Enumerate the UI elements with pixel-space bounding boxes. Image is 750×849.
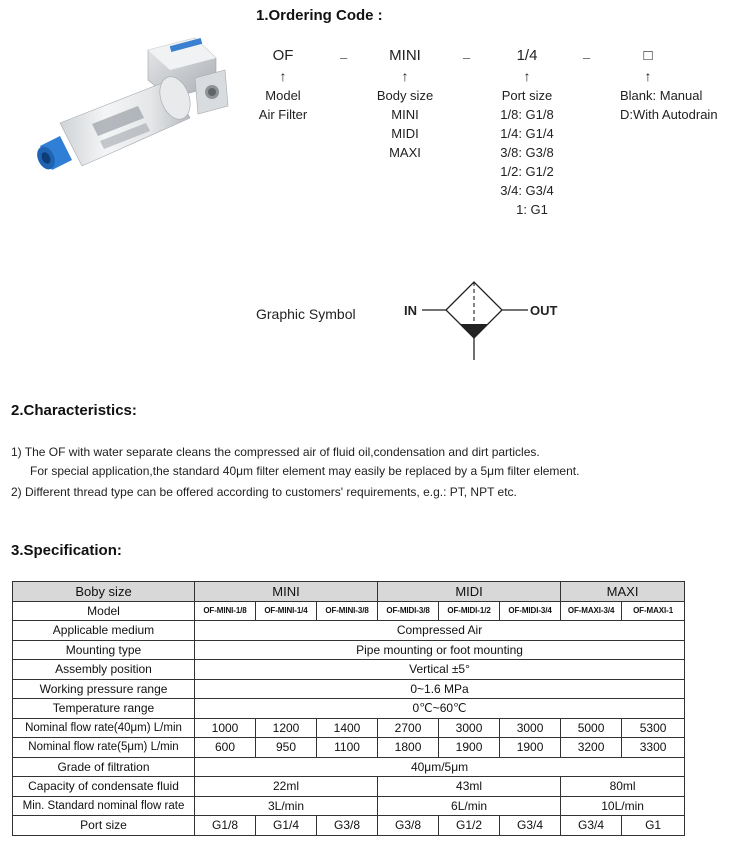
value-cell: 1100 xyxy=(317,738,378,758)
oc-code-port-size: 1/4 xyxy=(516,47,538,64)
up-arrow-icon: ↑ xyxy=(279,68,287,84)
value-cell: 2700 xyxy=(378,718,439,738)
group-mini: MINI xyxy=(195,582,378,602)
value-cell: Pipe mounting or foot mounting xyxy=(195,640,685,660)
row-label: Capacity of condensate fluid xyxy=(13,777,195,797)
table-row xyxy=(13,640,685,660)
oc-option: MIDI xyxy=(391,126,419,141)
oc-label-port-size: Port size xyxy=(501,88,553,103)
value-cell: 1400 xyxy=(317,718,378,738)
filter-graphic-symbol xyxy=(398,270,568,365)
model-cell: OF-MINI-1/8 xyxy=(195,601,256,621)
oc-column-model xyxy=(254,46,312,124)
table-row xyxy=(13,777,685,797)
table-row xyxy=(13,738,685,758)
symbol-out-label: OUT xyxy=(530,303,558,318)
value-cell: G3/4 xyxy=(561,816,622,836)
table-row xyxy=(13,718,685,738)
model-cell: OF-MINI-3/8 xyxy=(317,601,378,621)
oc-option: 1/8: G1/8 xyxy=(500,107,554,122)
value-cell: 3300 xyxy=(622,738,685,758)
row-label: Nominal flow rate(5μm) L/min xyxy=(13,738,195,758)
value-cell: G1 xyxy=(622,816,685,836)
row-label: Min. Standard nominal flow rate xyxy=(13,796,195,816)
oc-separator: – xyxy=(583,50,591,65)
graphic-symbol-label: Graphic Symbol xyxy=(256,306,356,322)
value-cell: 5300 xyxy=(622,718,685,738)
value-cell: 5000 xyxy=(561,718,622,738)
table-row xyxy=(13,796,685,816)
row-label: Grade of filtration xyxy=(13,757,195,777)
model-cell: OF-MINI-1/4 xyxy=(256,601,317,621)
value-cell: 43ml xyxy=(378,777,561,797)
oc-column-drain xyxy=(612,46,730,124)
value-cell: 1900 xyxy=(439,738,500,758)
oc-column-body-size xyxy=(370,46,440,162)
value-cell: 40μm/5μm xyxy=(195,757,685,777)
up-arrow-icon: ↑ xyxy=(523,68,531,84)
value-cell: 6L/min xyxy=(378,796,561,816)
value-cell: G1/8 xyxy=(195,816,256,836)
characteristics-title: 2.Characteristics: xyxy=(11,402,137,419)
table-row xyxy=(13,699,685,719)
model-cell: OF-MIDI-1/2 xyxy=(439,601,500,621)
model-cell: OF-MAXI-3/4 xyxy=(561,601,622,621)
value-cell: 1900 xyxy=(500,738,561,758)
table-row xyxy=(13,660,685,680)
oc-code-model: OF xyxy=(272,47,294,64)
group-maxi: MAXI xyxy=(561,582,685,602)
value-cell: Compressed Air xyxy=(195,621,685,641)
oc-code-drain: □ xyxy=(643,47,653,64)
row-label: Assembly position xyxy=(13,660,195,680)
oc-option: 3/4: G3/4 xyxy=(500,183,554,198)
oc-separator: – xyxy=(463,50,471,65)
value-cell: 1800 xyxy=(378,738,439,758)
value-cell: 80ml xyxy=(561,777,685,797)
oc-column-port-size xyxy=(492,46,562,219)
ordering-code-title: 1.Ordering Code : xyxy=(256,7,383,24)
table-row xyxy=(13,679,685,699)
value-cell: 3000 xyxy=(439,718,500,738)
up-arrow-icon: ↑ xyxy=(644,68,652,84)
value-cell: 1200 xyxy=(256,718,317,738)
row-label: Temperature range xyxy=(13,699,195,719)
oc-label-drain: Blank: Manual xyxy=(620,88,703,103)
value-cell: 600 xyxy=(195,738,256,758)
table-row xyxy=(13,601,685,621)
model-cell: OF-MIDI-3/8 xyxy=(378,601,439,621)
value-cell: 22ml xyxy=(195,777,378,797)
oc-option: 1: G1 xyxy=(516,202,548,217)
table-row xyxy=(13,816,685,836)
oc-separator: – xyxy=(340,50,348,65)
row-label: Applicable medium xyxy=(13,621,195,641)
symbol-in-label: IN xyxy=(404,303,417,318)
oc-option: 1/2: G1/2 xyxy=(500,164,554,179)
row-label: Mounting type xyxy=(13,640,195,660)
value-cell: G3/8 xyxy=(378,816,439,836)
oc-option: D:With Autodrain xyxy=(620,107,718,122)
oc-option: MAXI xyxy=(389,145,421,160)
oc-option: Air Filter xyxy=(258,107,308,122)
table-row xyxy=(13,621,685,641)
value-cell: 950 xyxy=(256,738,317,758)
table-row xyxy=(13,582,685,602)
characteristic-line-1: 1) The OF with water separate cleans the compressed air of fluid oil,condensation and dirt particles. xyxy=(11,445,540,459)
oc-option: 1/4: G1/4 xyxy=(500,126,554,141)
value-cell: 3L/min xyxy=(195,796,378,816)
up-arrow-icon: ↑ xyxy=(401,68,409,84)
oc-option: MINI xyxy=(391,107,419,122)
air-filter-product-image xyxy=(20,28,230,203)
specification-title: 3.Specification: xyxy=(11,542,122,559)
model-cell: OF-MAXI-1 xyxy=(622,601,685,621)
row-label: Model xyxy=(13,601,195,621)
row-label: Boby size xyxy=(13,582,195,602)
value-cell: G3/8 xyxy=(317,816,378,836)
oc-code-body-size: MINI xyxy=(389,47,421,64)
table-row xyxy=(13,757,685,777)
group-midi: MIDI xyxy=(378,582,561,602)
oc-label-body-size: Body size xyxy=(376,88,434,103)
value-cell: 0℃~60℃ xyxy=(195,699,685,719)
model-cell: OF-MIDI-3/4 xyxy=(500,601,561,621)
value-cell: 1000 xyxy=(195,718,256,738)
value-cell: G1/2 xyxy=(439,816,500,836)
characteristic-line-2: For special application,the standard 40μm filter element may easily be replaced by a 5μm filter element. xyxy=(30,464,580,478)
value-cell: 3200 xyxy=(561,738,622,758)
value-cell: 10L/min xyxy=(561,796,685,816)
oc-option: 3/8: G3/8 xyxy=(500,145,554,160)
row-label: Nominal flow rate(40μm) L/min xyxy=(13,718,195,738)
oc-label-model: Model xyxy=(265,88,301,103)
value-cell: 0~1.6 MPa xyxy=(195,679,685,699)
specification-table xyxy=(12,581,685,836)
characteristic-line-3: 2) Different thread type can be offered according to customers' requirements, e.g.: PT, NPT etc. xyxy=(11,485,517,499)
value-cell: Vertical ±5° xyxy=(195,660,685,680)
value-cell: 3000 xyxy=(500,718,561,738)
row-label: Working pressure range xyxy=(13,679,195,699)
value-cell: G3/4 xyxy=(500,816,561,836)
value-cell: G1/4 xyxy=(256,816,317,836)
row-label: Port size xyxy=(13,816,195,836)
